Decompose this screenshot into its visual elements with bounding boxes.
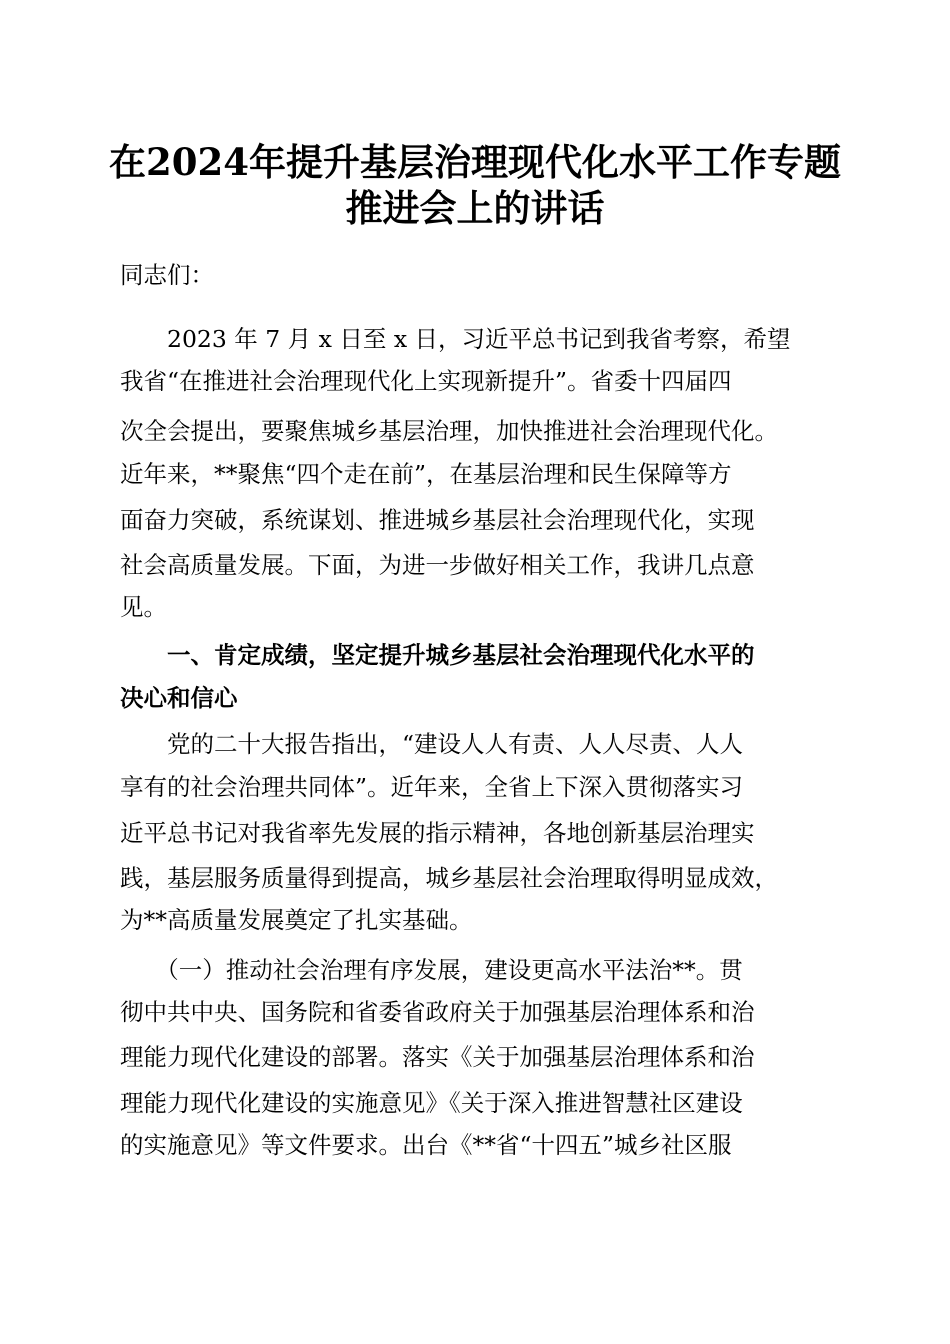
paragraph-line: 面奋力突破，系统谋划、推进城乡基层社会治理现代化，实现	[120, 506, 755, 534]
section-heading-line: 决心和信心	[120, 684, 238, 712]
paragraph-line: 理能力现代化建设的部署。落实《关于加强基层治理体系和治	[120, 1043, 755, 1071]
paragraph-line: 次全会提出，要聚焦城乡基层治理，加快推进社会治理现代化。	[120, 417, 778, 445]
subsection-line: （一）推动社会治理有序发展，建设更高水平法治**。贯	[120, 956, 743, 984]
paragraph-line: 我省“在推进社会治理现代化上实现新提升”。省委十四届四	[120, 367, 732, 395]
paragraph-line: 理能力现代化建设的实施意见》《关于深入推进智慧社区建设	[120, 1089, 743, 1117]
paragraph-line: 见。	[120, 593, 167, 621]
paragraph-line: 党的二十大报告指出，“建设人人有责、人人尽责、人人	[120, 730, 744, 758]
paragraph-line: 近平总书记对我省率先发展的指示精神，各地创新基层治理实	[120, 819, 755, 847]
paragraph-line: 2023 年 7 月 x 日至 x 日，习近平总书记到我省考察，希望	[120, 325, 791, 353]
paragraph-line: 践，基层服务质量得到提高，城乡基层社会治理取得明显成效，	[120, 864, 778, 892]
paragraph-line: 社会高质量发展。下面，为进一步做好相关工作，我讲几点意	[120, 551, 755, 579]
document-title-line-1: 在2024年提升基层治理现代化水平工作专题	[109, 140, 841, 184]
paragraph-line: 近年来，**聚焦“四个走在前”，在基层治理和民生保障等方	[120, 460, 732, 488]
salutation: 同志们：	[120, 261, 214, 289]
paragraph-line: 彻中共中央、国务院和省委省政府关于加强基层治理体系和治	[120, 998, 755, 1026]
section-heading-line: 一、肯定成绩，坚定提升城乡基层社会治理现代化水平的	[120, 641, 755, 669]
paragraph-line: 的实施意见》等文件要求。出台《**省“十四五”城乡社区服	[120, 1131, 732, 1159]
document-title-line-2: 推进会上的讲话	[345, 186, 605, 230]
paragraph-line: 享有的社会治理共同体”。近年来，全省上下深入贯彻落实习	[120, 773, 744, 801]
paragraph-line: 为**高质量发展奠定了扎实基础。	[120, 906, 473, 934]
